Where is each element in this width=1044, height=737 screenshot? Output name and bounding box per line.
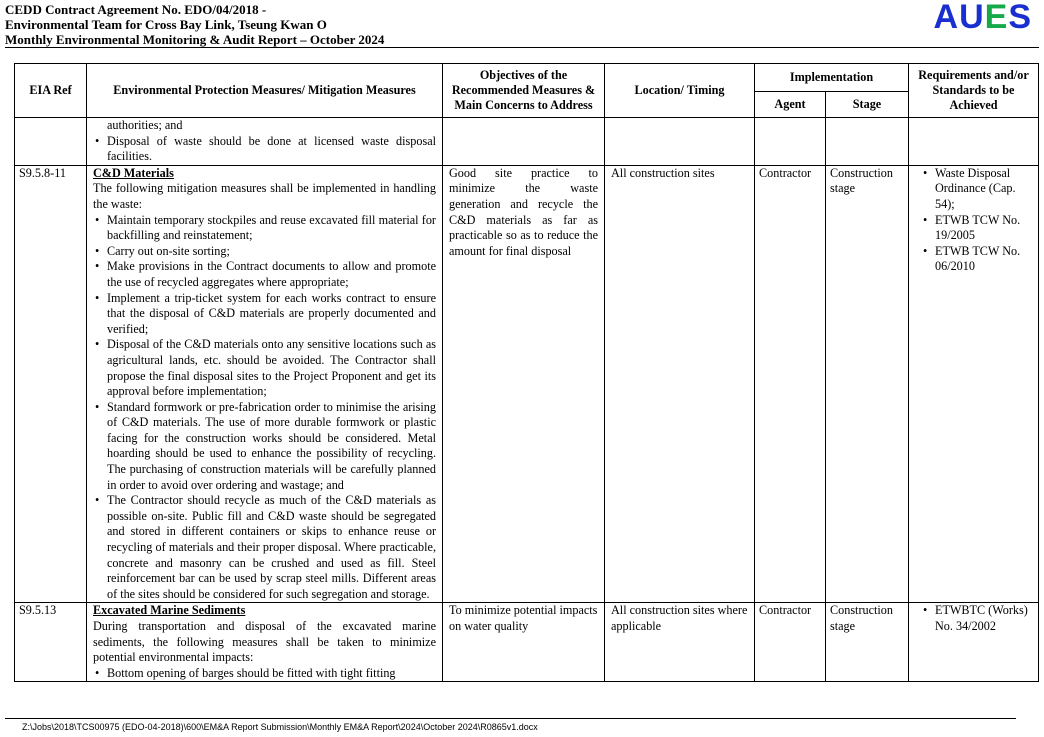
measure-bullet: • Maintain temporary stockpiles and reuse excavated fill material for backfilling and reinstatement; xyxy=(107,213,436,244)
requirements-cell xyxy=(909,603,1039,682)
agent-cell xyxy=(755,118,826,166)
col-header-location: Location/ Timing xyxy=(605,64,755,118)
measure-bullet: • Standard formwork or pre-fabrication order to minimise the arising of C&D materials. The use of more durable formwork or plastic facing for the construction works should be considered. Metal hoarding should be used to enhance the possibility of recycling. The purchasing of construction materials will be carefully planned in order to avoid over ordering and wastage; and xyxy=(107,400,436,494)
col-header-eia-ref: EIA Ref xyxy=(15,64,87,118)
measure-bullet: • Disposal of the C&D materials onto any sensitive locations such as agricultural lands, etc. should be avoided. The Contractor shall propose the final disposal sites to the Project Proponent and get its approval before implementation; xyxy=(107,337,436,399)
header-divider xyxy=(5,47,1039,48)
report-header xyxy=(5,2,765,47)
objective-cell xyxy=(443,118,605,166)
requirements-cell xyxy=(909,118,1039,166)
continued-text: authorities; and xyxy=(107,118,183,132)
col-header-agent: Agent xyxy=(755,92,826,118)
logo-part-au: AU xyxy=(933,0,985,36)
header-line-contract: CEDD Contract Agreement No. EDO/04/2018 - xyxy=(5,2,267,17)
mitigation-measures-table xyxy=(14,63,1039,682)
objective-cell: To minimize potential impacts on water quality xyxy=(443,603,605,682)
agent-cell: Contractor xyxy=(755,603,826,682)
footer-file-path: Z:\Jobs\2018\TCS00975 (EDO-04-2018)\600\EM&A Report Submission\Monthly EM&A Report\2024\October 2024\R0865v1.docx xyxy=(22,722,538,732)
ref-cell: S9.5.8-11 xyxy=(15,165,87,603)
measure-intro: The following mitigation measures shall be implemented in handling the waste: xyxy=(93,181,436,211)
logo-part-e: E xyxy=(984,0,1009,36)
location-cell xyxy=(605,118,755,166)
measure-bullet: • Disposal of waste should be done at licensed waste disposal facilities. xyxy=(107,134,436,165)
measure-bullet: • Implement a trip-ticket system for each works contract to ensure that the disposal of C&D materials are properly documented and verified; xyxy=(107,291,436,338)
measures-cell xyxy=(87,118,443,166)
requirement-item: • ETWBTC (Works) No. 34/2002 xyxy=(935,603,1032,634)
measure-bullet: • Carry out on-site sorting; xyxy=(107,244,436,260)
stage-cell: Construction stage xyxy=(826,603,909,682)
requirement-item: • ETWB TCW No. 19/2005 xyxy=(935,213,1032,244)
measure-title: Excavated Marine Sediments xyxy=(93,603,246,618)
measure-bullet: • Make provisions in the Contract documents to allow and promote the use of recycled aggregates where appropriate; xyxy=(107,259,436,290)
col-header-requirements: Requirements and/or Standards to be Achieved xyxy=(909,64,1039,118)
col-header-measures: Environmental Protection Measures/ Mitigation Measures xyxy=(87,64,443,118)
objective-cell: Good site practice to minimize the waste generation and recycle the C&D materials as far as practicable so as to reduce the amount for final disposal xyxy=(443,165,605,603)
table-row xyxy=(15,603,1039,682)
header-line-report: Monthly Environmental Monitoring & Audit Report – October 2024 xyxy=(5,32,385,47)
requirement-item: • Waste Disposal Ordinance (Cap. 54); xyxy=(935,166,1032,213)
footer-divider xyxy=(5,718,1016,719)
stage-cell: Construction stage xyxy=(826,165,909,603)
location-cell: All construction sites where applicable xyxy=(605,603,755,682)
requirements-cell xyxy=(909,165,1039,603)
ref-cell: S9.5.13 xyxy=(15,603,87,682)
stage-cell xyxy=(826,118,909,166)
agent-cell: Contractor xyxy=(755,165,826,603)
col-header-objectives: Objectives of the Recommended Measures & Main Concerns to Address xyxy=(443,64,605,118)
measures-cell xyxy=(87,165,443,603)
logo-part-s: S xyxy=(1008,0,1032,36)
table-row xyxy=(15,165,1039,603)
measure-bullet: • The Contractor should recycle as much of the C&D materials as possible on-site. Public fill and C&D waste should be segregated and stored in different containers or skips to enhance reuse or recycling of materials and their proper disposal. Where practicable, concrete and masonry can be crushed and used as fill. Steel reinforcement bar can be used by scrap steel mills. Different areas of the sites should be considered for such segregation and storage. xyxy=(107,493,436,602)
measure-title: C&D Materials xyxy=(93,165,174,180)
col-header-implementation: Implementation xyxy=(755,64,909,92)
table-row xyxy=(15,118,1039,166)
col-header-stage: Stage xyxy=(826,92,909,118)
ref-cell xyxy=(15,118,87,166)
requirement-item: • ETWB TCW No. 06/2010 xyxy=(935,244,1032,275)
header-line-team: Environmental Team for Cross Bay Link, Tseung Kwan O xyxy=(5,17,327,32)
measures-cell xyxy=(87,603,443,682)
location-cell: All construction sites xyxy=(605,165,755,603)
measure-bullet: • Bottom opening of barges should be fitted with tight fitting xyxy=(107,666,436,682)
aues-logo xyxy=(934,0,1032,36)
measure-intro: During transportation and disposal of the excavated marine sediments, the following measures shall be taken to minimize potential environmental impacts: xyxy=(93,619,436,665)
